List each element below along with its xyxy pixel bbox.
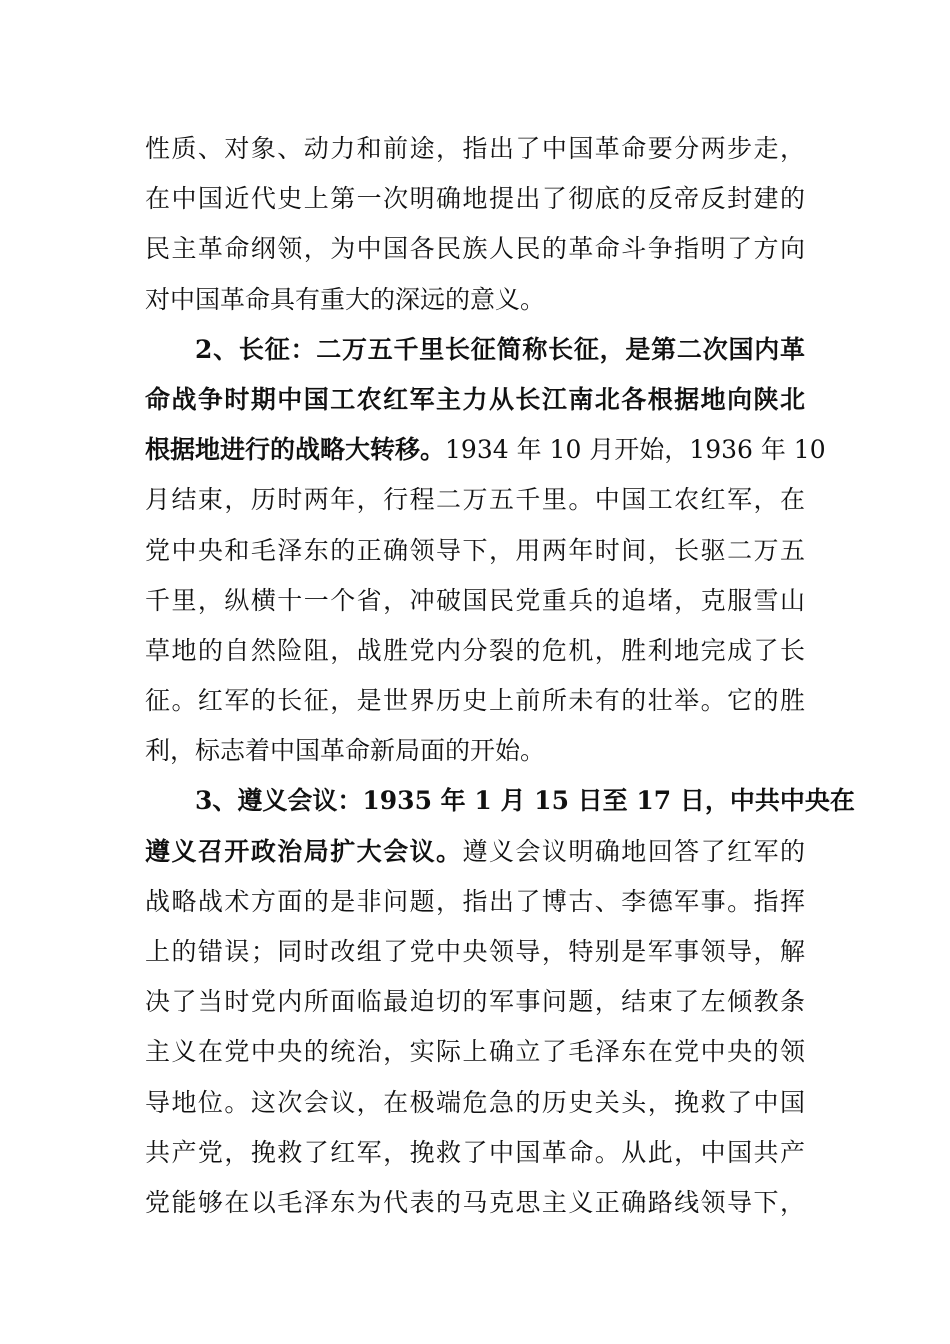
text-line: [145, 576, 805, 626]
text-line: [145, 1128, 805, 1178]
text-line: [145, 977, 805, 1027]
text-run: 决了当时党内所面临最迫切的军事问题，结束了左倾教条: [145, 987, 805, 1017]
text-run: 共产党，挽救了红军，挽救了中国革命。从此，中国共产: [145, 1137, 805, 1167]
text-line: [145, 224, 805, 274]
text-run: 遵义会议明确地回答了红军的: [462, 836, 805, 866]
text-run: 导地位。这次会议，在极端危急的历史关头，挽救了中国: [145, 1087, 805, 1117]
paragraph-3: [145, 776, 855, 1228]
text-run: 主义在党中央的统治，实际上确立了毛泽东在党中央的领: [145, 1037, 805, 1067]
heading-run: 遵义召开政治局扩大会议。: [145, 836, 463, 866]
text-run: 战略战术方面的是非问题，指出了博古、李德军事。指挥: [145, 886, 805, 916]
text-line: [145, 676, 805, 726]
text-line: [145, 275, 805, 325]
text-line: [145, 827, 805, 877]
text-line: [145, 174, 805, 224]
text-line: [145, 877, 805, 927]
text-run: 党中央和毛泽东的正确领导下，用两年时间，长驱二万五: [145, 535, 805, 565]
heading-run: 3、遵义会议：1935 年 1 月 15 日至 17 日，中共中央在: [195, 786, 855, 816]
text-line: [145, 425, 826, 475]
text-run: 1934 年 10 月开始，1936 年 10: [445, 435, 826, 465]
text-run: 党能够在以毛泽东为代表的马克思主义正确路线领导下，: [145, 1187, 805, 1217]
text-line: [145, 325, 805, 375]
text-run: 月结束，历时两年，行程二万五千里。中国工农红军，在: [145, 485, 805, 515]
heading-run: 命战争时期中国工农红军主力从长江南北各根据地向陕北: [145, 384, 805, 414]
text-line: [145, 1178, 805, 1228]
text-line: [145, 1078, 805, 1128]
heading-run: 2、长征：二万五千里长征简称长征，是第二次国内革: [195, 334, 805, 364]
text-line: [145, 726, 805, 776]
heading-run: 根据地进行的战略大转移。: [145, 435, 446, 465]
text-run: 在中国近代史上第一次明确地提出了彻底的反帝反封建的: [145, 184, 805, 214]
text-run: 对中国革命具有重大的深远的意义。: [145, 284, 546, 314]
text-run: 民主革命纲领，为中国各民族人民的革命斗争指明了方向: [145, 234, 805, 264]
text-run: 利，标志着中国革命新局面的开始。: [145, 736, 546, 766]
text-run: 上的错误；同时改组了党中央领导，特别是军事领导，解: [145, 937, 805, 966]
text-line: [145, 776, 855, 826]
paragraph-1: [145, 124, 805, 325]
text-line: [145, 475, 805, 525]
text-run: 征。红军的长征，是世界历史上前所未有的壮举。它的胜: [145, 686, 805, 716]
paragraph-2: [145, 325, 826, 777]
text-run: 千里，纵横十一个省，冲破国民党重兵的追堵，克服雪山: [145, 585, 805, 615]
document-page: [145, 124, 855, 1228]
text-line: [145, 526, 805, 576]
text-line: [145, 927, 805, 977]
text-line: [145, 375, 805, 425]
text-run: 性质、对象、动力和前途，指出了中国革命要分两步走，: [145, 134, 805, 163]
text-run: 草地的自然险阻，战胜党内分裂的危机，胜利地完成了长: [145, 635, 805, 665]
text-line: [145, 626, 805, 676]
text-line: [145, 124, 805, 174]
text-line: [145, 1027, 805, 1077]
